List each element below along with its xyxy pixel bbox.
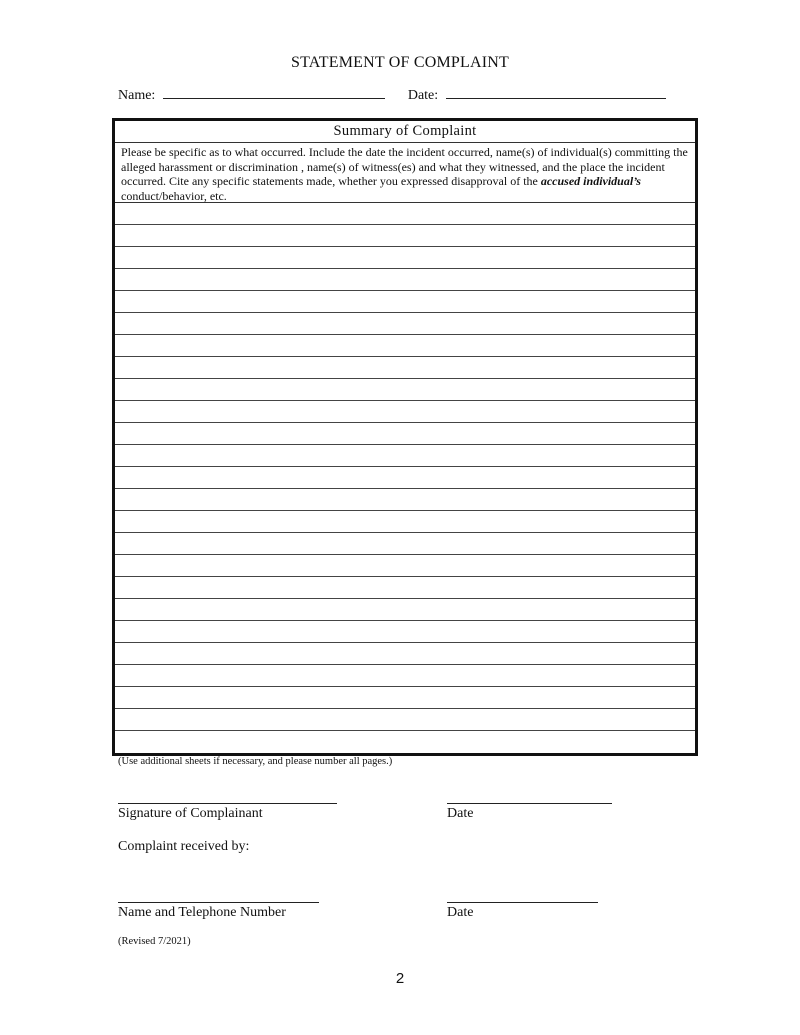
writing-line[interactable] xyxy=(115,709,695,731)
instructions-part1: Please be specific as to what occurred. Include the date the incident occurred, name(s) of individual(s) committing the alleged harassment or discrimination , name(s) of witness(es) and what they witnessed, and the place the incident occurred. Cite any specific statements made, whether you expressed disapproval of the xyxy=(121,145,688,188)
writing-line[interactable] xyxy=(115,269,695,291)
name-label: Name: xyxy=(118,88,156,103)
name-field[interactable] xyxy=(163,85,385,99)
receiver-name-label: Name and Telephone Number xyxy=(118,905,286,920)
writing-line[interactable] xyxy=(115,247,695,269)
writing-line[interactable] xyxy=(115,335,695,357)
additional-sheets-note: (Use additional sheets if necessary, and please number all pages.) xyxy=(118,756,393,767)
writing-line[interactable] xyxy=(115,313,695,335)
table-header: Summary of Complaint xyxy=(115,121,695,143)
writing-line[interactable] xyxy=(115,401,695,423)
revision-note: (Revised 7/2021) xyxy=(118,936,191,947)
date-label: Date: xyxy=(407,88,439,103)
writing-line[interactable] xyxy=(115,379,695,401)
writing-line[interactable] xyxy=(115,533,695,555)
writing-line[interactable] xyxy=(115,555,695,577)
writing-line[interactable] xyxy=(115,687,695,709)
complainant-signature-line[interactable] xyxy=(118,803,337,804)
receiver-name-line[interactable] xyxy=(118,902,319,903)
complainant-signature-label: Signature of Complainant xyxy=(118,806,263,821)
writing-line[interactable] xyxy=(115,621,695,643)
summary-of-complaint-table xyxy=(112,118,698,756)
document-title: STATEMENT OF COMPLAINT xyxy=(291,54,509,71)
writing-line[interactable] xyxy=(115,423,695,445)
writing-line[interactable] xyxy=(115,577,695,599)
writing-line[interactable] xyxy=(115,291,695,313)
complainant-date-label: Date xyxy=(447,806,474,821)
writing-line[interactable] xyxy=(115,203,695,225)
writing-line[interactable] xyxy=(115,665,695,687)
writing-line[interactable] xyxy=(115,511,695,533)
writing-line[interactable] xyxy=(115,467,695,489)
date-field[interactable] xyxy=(446,85,666,99)
writing-line[interactable] xyxy=(115,643,695,665)
writing-line[interactable] xyxy=(115,599,695,621)
complainant-date-line[interactable] xyxy=(447,803,612,804)
instructions-text xyxy=(115,143,695,203)
name-date-row xyxy=(118,85,666,104)
receiver-date-line[interactable] xyxy=(447,902,598,903)
writing-line[interactable] xyxy=(115,225,695,247)
writing-line[interactable] xyxy=(115,445,695,467)
instructions-part2: conduct/behavior, etc. xyxy=(121,188,227,203)
writing-line[interactable] xyxy=(115,731,695,752)
received-by-label: Complaint received by: xyxy=(118,839,250,854)
writing-line[interactable] xyxy=(115,357,695,379)
instructions-emphasis: accused individual’s xyxy=(540,174,641,188)
writing-line[interactable] xyxy=(115,489,695,511)
page-number: 2 xyxy=(395,970,405,987)
receiver-date-label: Date xyxy=(447,905,474,920)
writing-lines xyxy=(115,203,695,752)
